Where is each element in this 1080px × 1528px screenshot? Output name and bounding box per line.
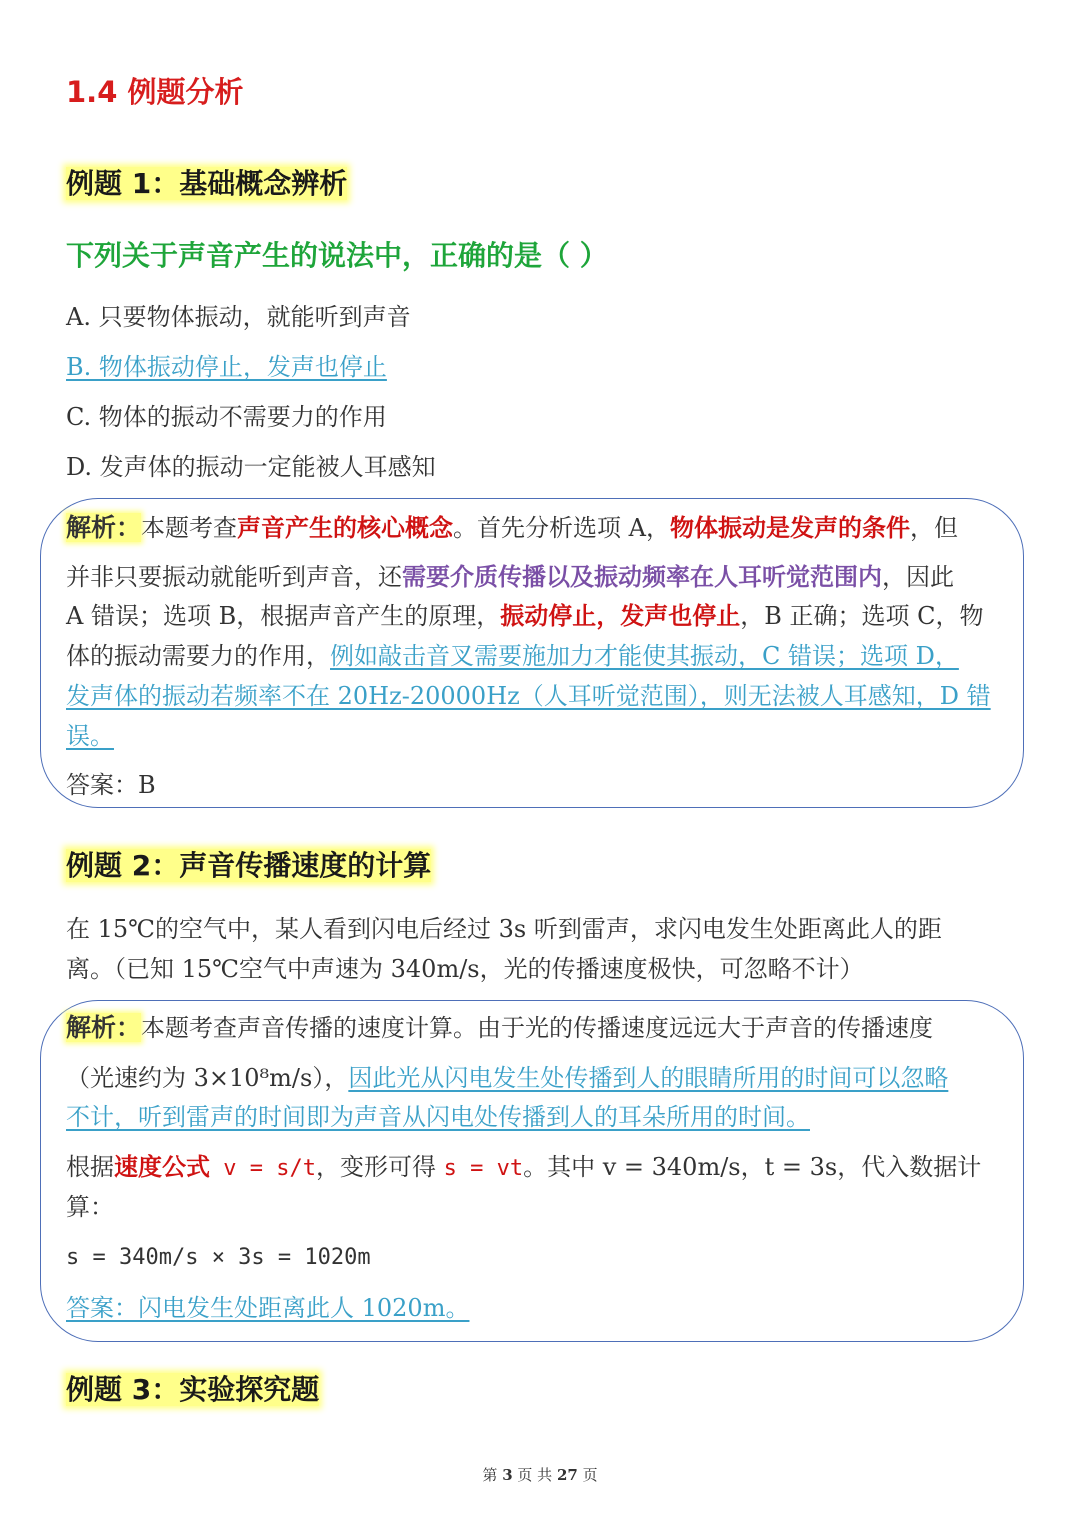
- example-2-question-line-1: 在 15℃的空气中，某人看到闪电后经过 3s 听到雷声，求闪电发生处距离此人的距: [66, 915, 942, 943]
- example-2-title: 例题 2：声音传播速度的计算: [66, 849, 432, 882]
- example-1-question: 下列关于声音产生的说法中，正确的是（ ）: [66, 239, 608, 272]
- page-total: 27: [556, 1466, 578, 1484]
- page-number: 3: [502, 1466, 513, 1484]
- analysis-2-link[interactable]: 因此光从闪电发生处传播到人的眼睛所用的时间可以忽略: [348, 1064, 949, 1092]
- example-2-question-line-2: 离。（已知 15℃空气中声速为 340m/s，光的传播速度极快，可忽略不计）: [66, 955, 864, 983]
- analysis-1-line-1: 解析：本题考查声音产生的核心概念。首先分析选项 A，物体振动是发声的条件，但: [66, 513, 958, 542]
- analysis-label: 解析：: [66, 513, 142, 542]
- analysis-2-line-2: （光速约为 3×10⁸m/s），因此光从闪电发生处传播到人的眼睛所用的时间可以忽略: [66, 1064, 949, 1092]
- analysis-1-line-5[interactable]: 发声体的振动若频率不在 20Hz-20000Hz（人耳听觉范围），则无法被人耳感知，D 错: [66, 682, 991, 710]
- analysis-2-line-3[interactable]: 不计，听到雷声的时间即为声音从闪电处传播到人的耳朵所用的时间。: [66, 1103, 810, 1131]
- example-1-title: 例题 1：基础概念辨析: [66, 167, 348, 200]
- section-title: 1.4 例题分析: [66, 75, 244, 109]
- analysis-label: 解析：: [66, 1013, 142, 1042]
- analysis-2-line-1: 解析：本题考查声音传播的速度计算。由于光的传播速度远远大于声音的传播速度: [66, 1013, 934, 1042]
- calculation-line: s = 340m/s × 3s = 1020m: [66, 1245, 371, 1270]
- analysis-1-line-2: 并非只要振动就能听到声音，还需要介质传播以及振动频率在人耳听觉范围内，因此: [66, 563, 954, 591]
- answer-2[interactable]: 答案：闪电发生处距离此人 1020m。: [66, 1294, 470, 1322]
- option-d: D. 发声体的振动一定能被人耳感知: [66, 453, 436, 481]
- analysis-1-link[interactable]: 例如敲击音叉需要施加力才能使其振动，C 错误；选项 D，: [330, 642, 959, 670]
- option-b-correct[interactable]: B. 物体振动停止，发声也停止: [66, 353, 387, 381]
- example-3-title: 例题 3：实验探究题: [66, 1373, 320, 1406]
- option-a: A. 只要物体振动，就能听到声音: [66, 303, 411, 331]
- analysis-1-line-3: A 错误；选项 B，根据声音产生的原理，振动停止，发声也停止，B 正确；选项 C，物: [66, 602, 984, 630]
- analysis-2-line-4: 根据速度公式 v = s/t，变形可得 s = vt。其中 v = 340m/s，t = 3s，代入数据计: [66, 1153, 982, 1181]
- analysis-2-line-5: 算：: [66, 1193, 114, 1221]
- page-footer: 第 3 页 共 27 页: [482, 1466, 598, 1484]
- analysis-1-line-4: 体的振动需要力的作用，例如敲击音叉需要施加力才能使其振动，C 错误；选项 D，: [66, 642, 959, 670]
- analysis-1-line-6[interactable]: 误。: [66, 722, 114, 750]
- option-c: C. 物体的振动不需要力的作用: [66, 403, 387, 431]
- answer-1: 答案：B: [66, 771, 156, 799]
